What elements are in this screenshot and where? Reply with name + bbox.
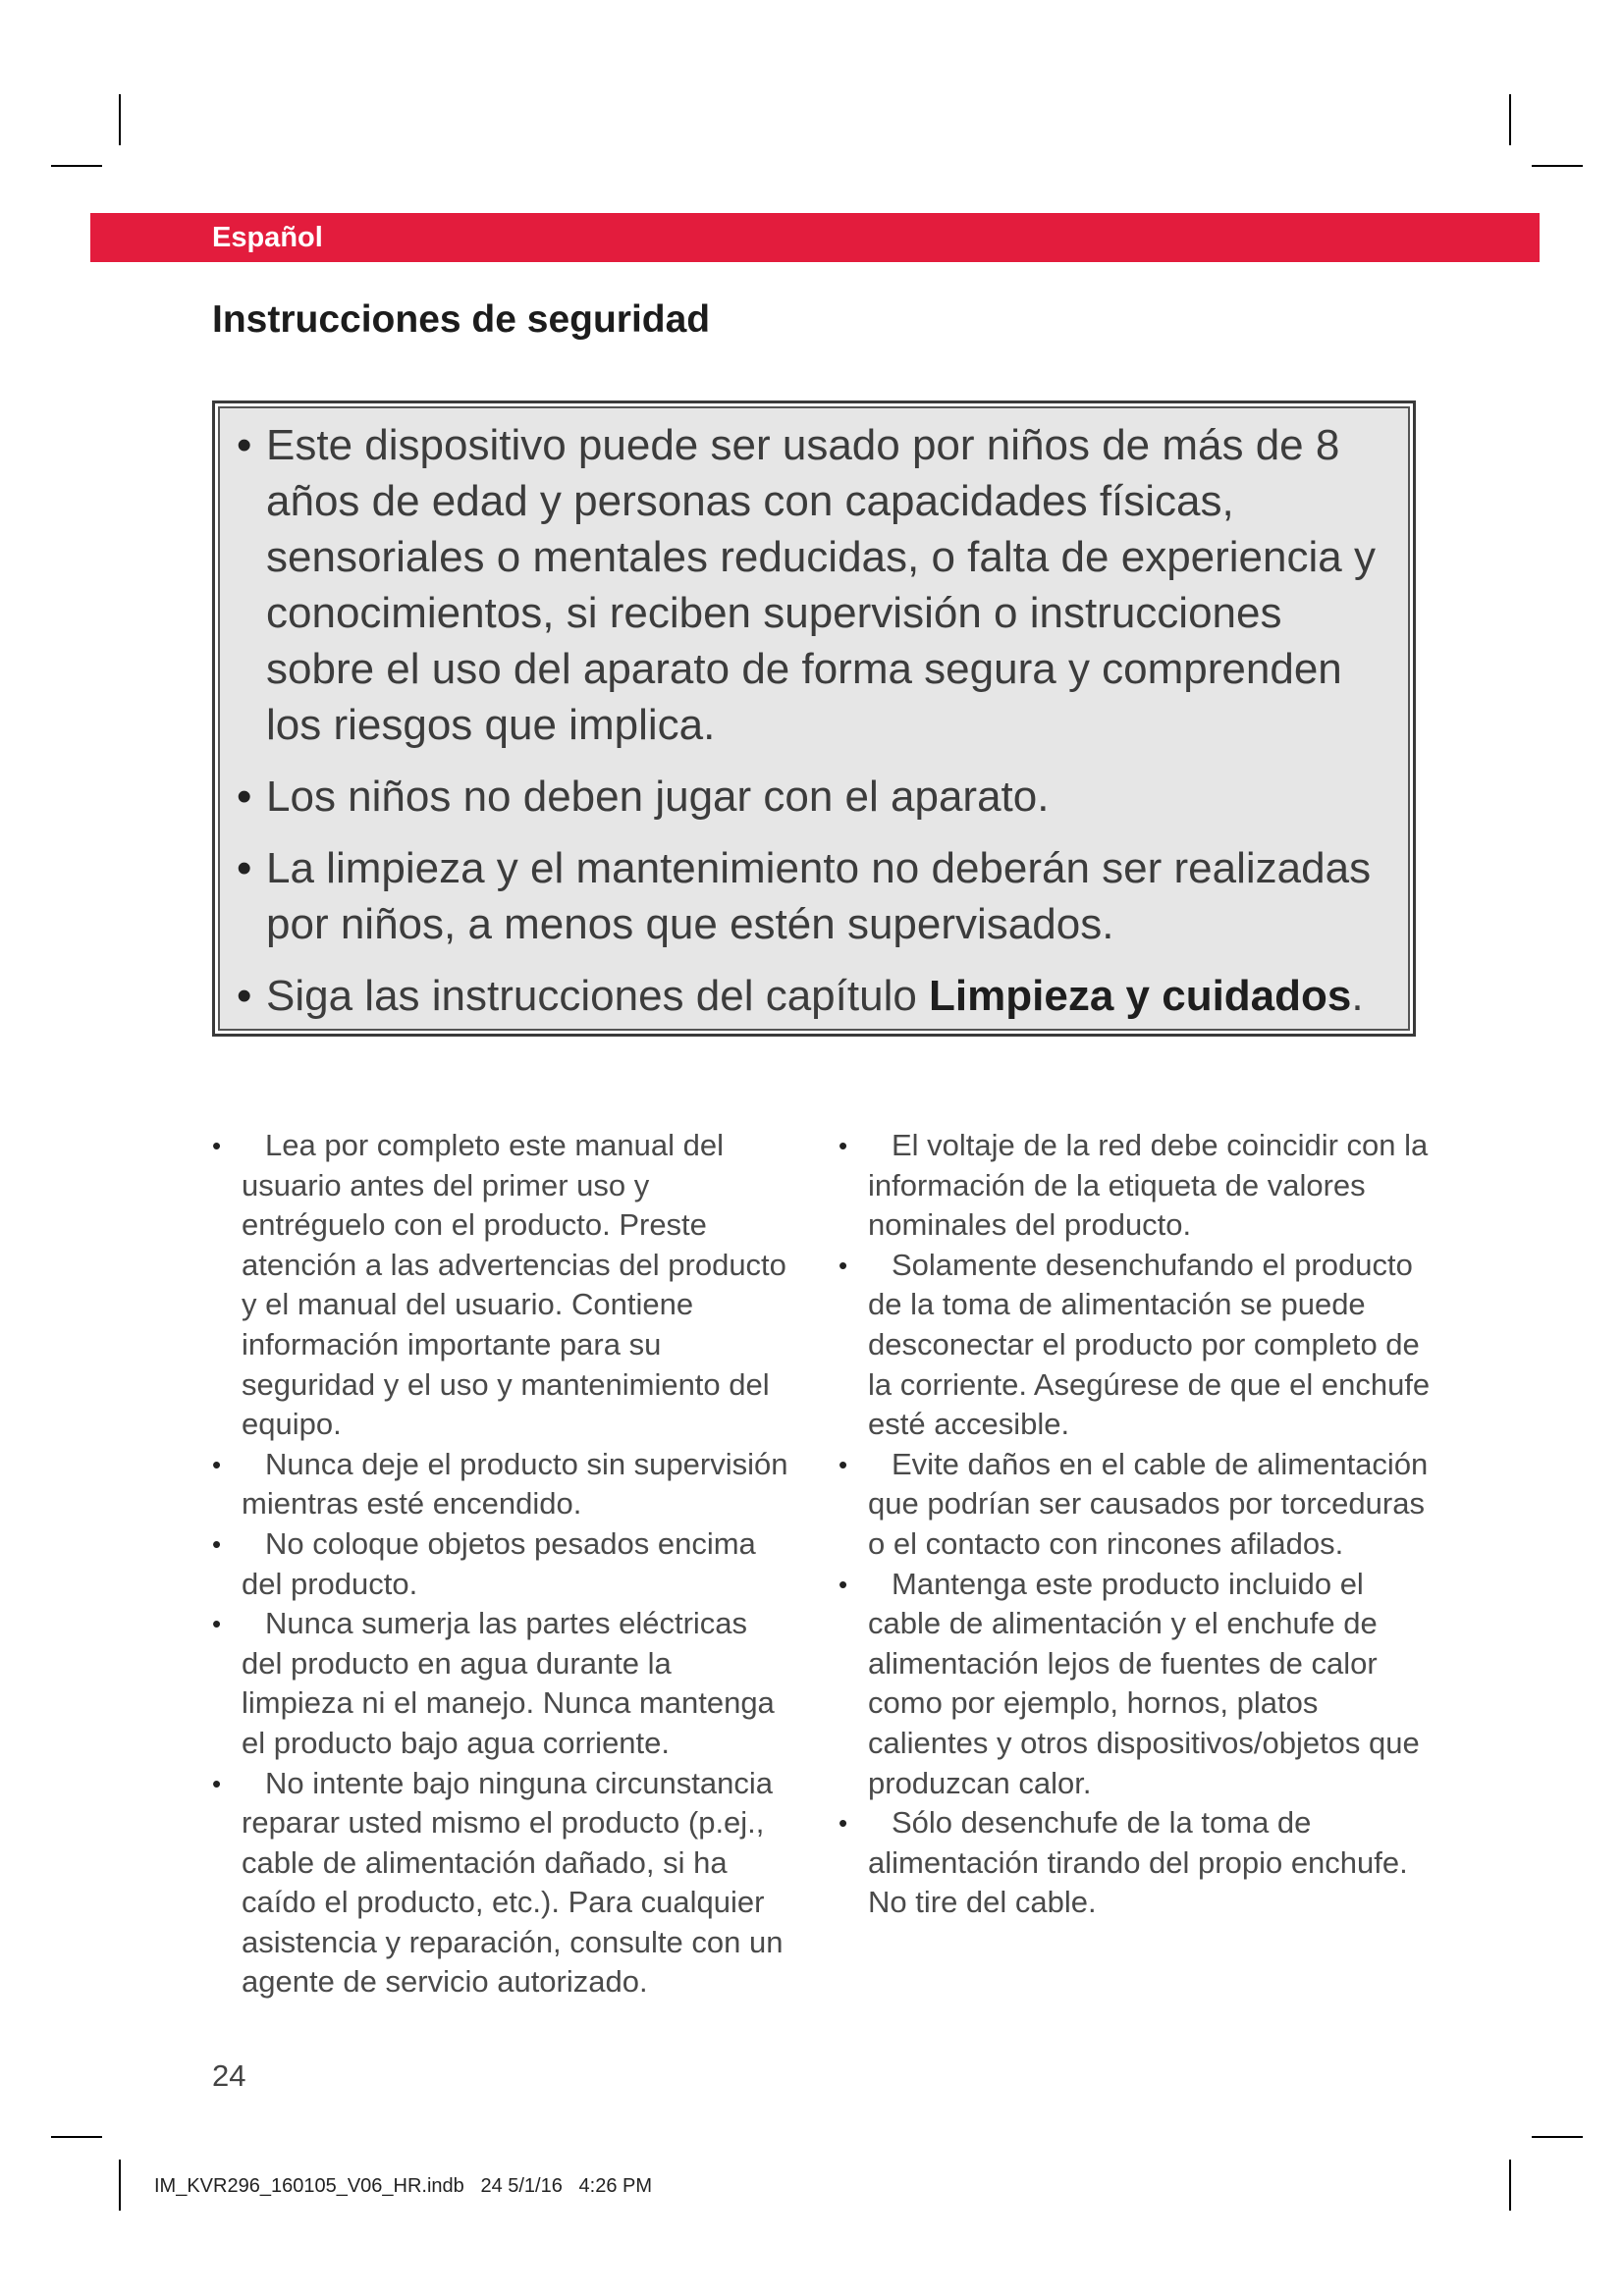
right-column — [839, 1126, 1437, 1923]
bullet-icon: • — [237, 421, 252, 469]
list-item: • Mantenga este producto incluido el cable de alimentación y el enchufe de alimentación lejos de fuentes de calor como por ejemplo, hornos, platos calientes y otros dispositivos/objetos que produzcan calor. — [839, 1566, 1420, 1800]
bullet-icon: • — [237, 972, 252, 1020]
warning-item: • Este dispositivo puede ser usado por niños de más de 8 años de edad y personas con capacidades físicas, sensoriales o mentales reducidas, o falta de experiencia y conocimientos, si reciben supervisión o instrucciones sobre el uso del aparato de forma segura y comprenden los riesgos que implica. — [237, 417, 1385, 753]
list-item: • Evite daños en el cable de alimentación que podrían ser causados por torceduras o el contacto con rincones afilados. — [839, 1446, 1429, 1561]
crop-mark-bottom-right-vertical — [1509, 2160, 1511, 2211]
left-column — [212, 1126, 791, 2002]
warning-list — [237, 417, 1385, 1024]
crop-mark-bottom-left-horizontal — [51, 2136, 102, 2138]
bullet-icon: • — [212, 1768, 222, 1798]
list-item: • Solamente desenchufando el producto de la toma de alimentación se puede desconectar el producto por completo de la corriente. Asegúrese de que el enchufe esté accesible. — [839, 1247, 1431, 1442]
list-item: • El voltaje de la red debe coincidir con la información de la etiqueta de valores nominales del producto. — [839, 1128, 1429, 1243]
crop-mark-bottom-right-horizontal — [1532, 2136, 1583, 2138]
warning-item-last: • Siga las instrucciones del capítulo Limpieza y cuidados. — [237, 968, 1385, 1024]
list-item: • Nunca deje el producto sin supervisión mientras esté encendido. — [212, 1446, 788, 1522]
bullet-icon: • — [212, 1131, 222, 1160]
chapter-reference: Limpieza y cuidados — [929, 972, 1352, 1020]
crop-mark-top-right-horizontal — [1532, 165, 1583, 167]
bullet-icon: • — [839, 1569, 848, 1599]
list-item: • Lea por completo este manual del usuario antes del primer uso y entréguelo con el producto. Preste atención a las advertencias del producto y el manual del usuario. Contiene información importante para su seguridad y el uso y mantenimiento del equipo. — [212, 1128, 786, 1442]
crop-mark-top-left-vertical — [119, 94, 121, 145]
bullet-icon: • — [839, 1808, 848, 1839]
list-item: • Sólo desenchufe de la toma de alimentación tirando del propio enchufe. No tire del cable. — [839, 1805, 1408, 1920]
crop-mark-top-right-vertical — [1509, 94, 1511, 145]
list-item: • No coloque objetos pesados encima del producto. — [212, 1525, 756, 1601]
bullet-icon: • — [839, 1131, 848, 1160]
crop-mark-bottom-left-vertical — [119, 2160, 121, 2211]
list-item: • Nunca sumerja las partes eléctricas del producto en agua durante la limpieza ni el manejo. Nunca mantenga el producto bajo agua corriente. — [212, 1606, 775, 1760]
section-title: Instrucciones de seguridad — [212, 298, 711, 341]
warning-box — [212, 400, 1416, 1037]
language-label: Español — [212, 222, 323, 253]
bullet-icon: • — [839, 1449, 848, 1479]
bullet-icon: • — [237, 844, 252, 892]
warning-item: • Los niños no deben jugar con el aparato. — [237, 769, 1385, 825]
bullet-icon: • — [212, 1449, 222, 1479]
warning-item: • La limpieza y el mantenimiento no deberán ser realizadas por niños, a menos que estén supervisados. — [237, 840, 1385, 952]
crop-mark-top-left-horizontal — [51, 165, 102, 167]
language-bar — [90, 213, 1540, 262]
list-item: • No intente bajo ninguna circunstancia reparar usted mismo el producto (p.ej., cable de alimentación dañado, si ha caído el producto, etc.). Para cualquier asistencia y reparación, consulte con un agente de servicio autorizado. — [212, 1765, 784, 2000]
bullet-icon: • — [212, 1609, 222, 1639]
print-info: IM_KVR296_160105_V06_HR.indb 24 5/1/16 4:26 PM — [154, 2175, 653, 2197]
bullet-icon: • — [839, 1250, 848, 1280]
page-number: 24 — [212, 2058, 246, 2093]
bullet-icon: • — [212, 1528, 222, 1559]
bullet-icon: • — [237, 773, 252, 821]
